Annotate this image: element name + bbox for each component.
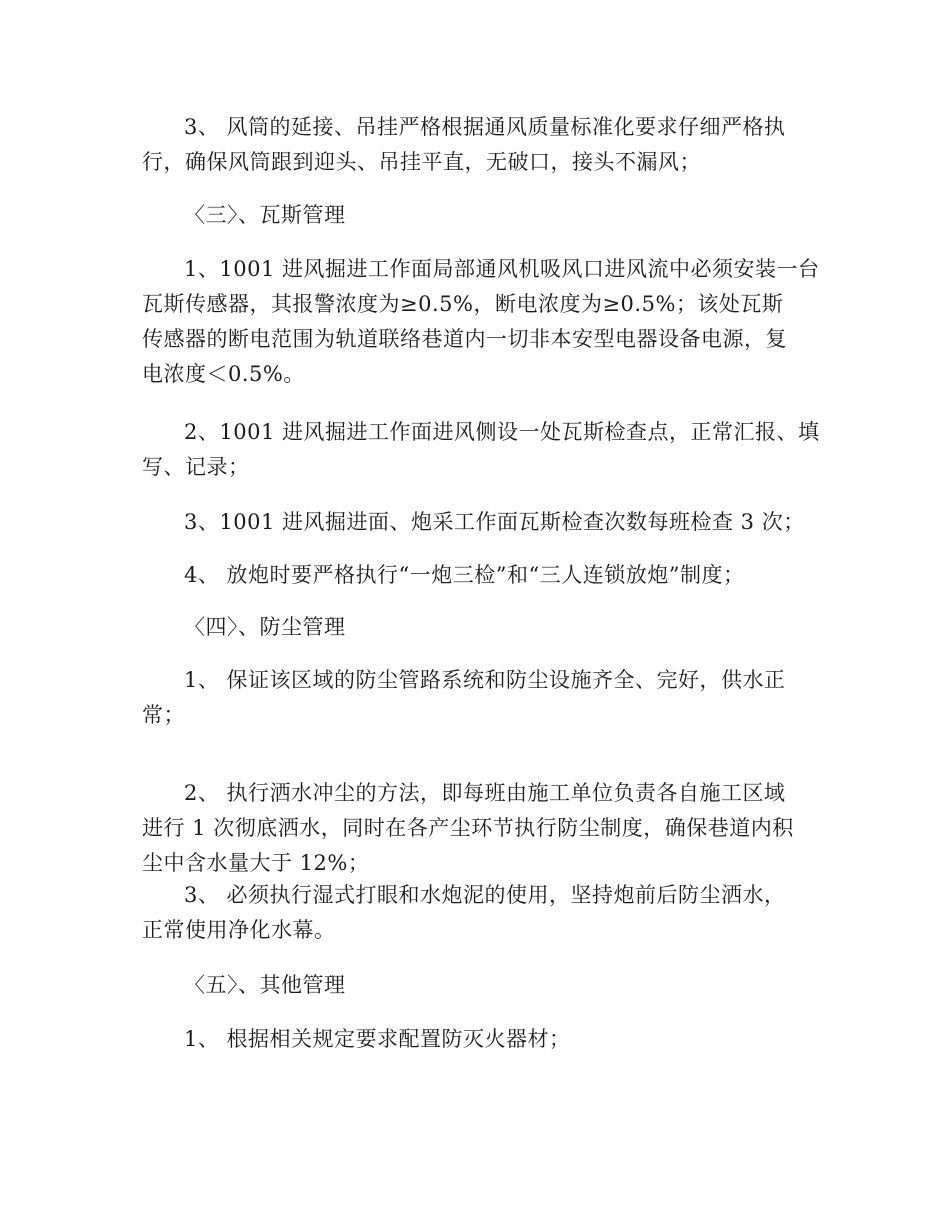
text-line: 进行 1 次彻底洒水，同时在各产尘环节执行防尘制度，确保巷道内积 xyxy=(142,816,794,840)
paragraph-fire-equipment xyxy=(142,1022,812,1057)
text-line: 常； xyxy=(142,703,185,727)
paragraph-wet-drilling xyxy=(142,878,812,948)
paragraph-blasting-rules xyxy=(142,558,812,593)
paragraph-gas-check-point xyxy=(142,415,820,485)
text-line: 1、1001 进风掘进工作面局部通风机吸风口进风流中必须安装一台 xyxy=(184,257,820,281)
text-line: 2、1001 进风掘进工作面进风侧设一处瓦斯检查点，正常汇报、填 xyxy=(184,420,820,444)
paragraph-ventilation-duct xyxy=(142,110,812,180)
text-line: 电浓度＜0.5%。 xyxy=(142,362,305,386)
text-line: 3、1001 进风掘进面、炮采工作面瓦斯检查次数每班检查 3 次； xyxy=(184,510,805,534)
text-line: 尘中含水量大于 12%； xyxy=(142,851,370,875)
text-line: 2、 执行洒水冲尘的方法，即每班由施工单位负责各自施工区域 xyxy=(184,781,786,805)
heading-text: 〈三〉、瓦斯管理 xyxy=(184,203,346,227)
text-line: 正常使用净化水幕。 xyxy=(142,918,336,942)
heading-text: 〈五〉、其他管理 xyxy=(184,973,346,997)
section-heading-gas-management xyxy=(142,198,812,233)
heading-text: 〈四〉、防尘管理 xyxy=(184,615,346,639)
section-heading-other-management xyxy=(142,968,812,1003)
text-line: 行，确保风筒跟到迎头、吊挂平直，无破口，接头不漏风； xyxy=(142,150,701,174)
text-line: 4、 放炮时要严格执行“一炮三检”和“三人连锁放炮”制度； xyxy=(184,563,745,587)
text-line: 瓦斯传感器，其报警浓度为≥0.5%，断电浓度为≥0.5%；该处瓦斯 xyxy=(142,292,784,316)
text-line: 1、 根据相关规定要求配置防灭火器材； xyxy=(184,1027,571,1051)
paragraph-gas-sensor xyxy=(142,252,820,392)
text-line: 3、 风筒的延接、吊挂严格根据通风质量标准化要求仔细严格执 xyxy=(184,115,786,139)
text-line: 1、 保证该区域的防尘管路系统和防尘设施齐全、完好，供水正 xyxy=(184,668,786,692)
paragraph-dust-pipeline xyxy=(142,663,812,733)
text-line: 传感器的断电范围为轨道联络巷道内一切非本安型电器设备电源，复 xyxy=(142,327,787,351)
text-line: 3、 必须执行湿式打眼和水炮泥的使用，坚持炮前后防尘洒水， xyxy=(184,883,786,907)
text-line: 写、记录； xyxy=(142,455,250,479)
paragraph-gas-check-frequency xyxy=(142,505,812,540)
section-heading-dust-management xyxy=(142,610,812,645)
paragraph-water-spraying xyxy=(142,776,812,881)
